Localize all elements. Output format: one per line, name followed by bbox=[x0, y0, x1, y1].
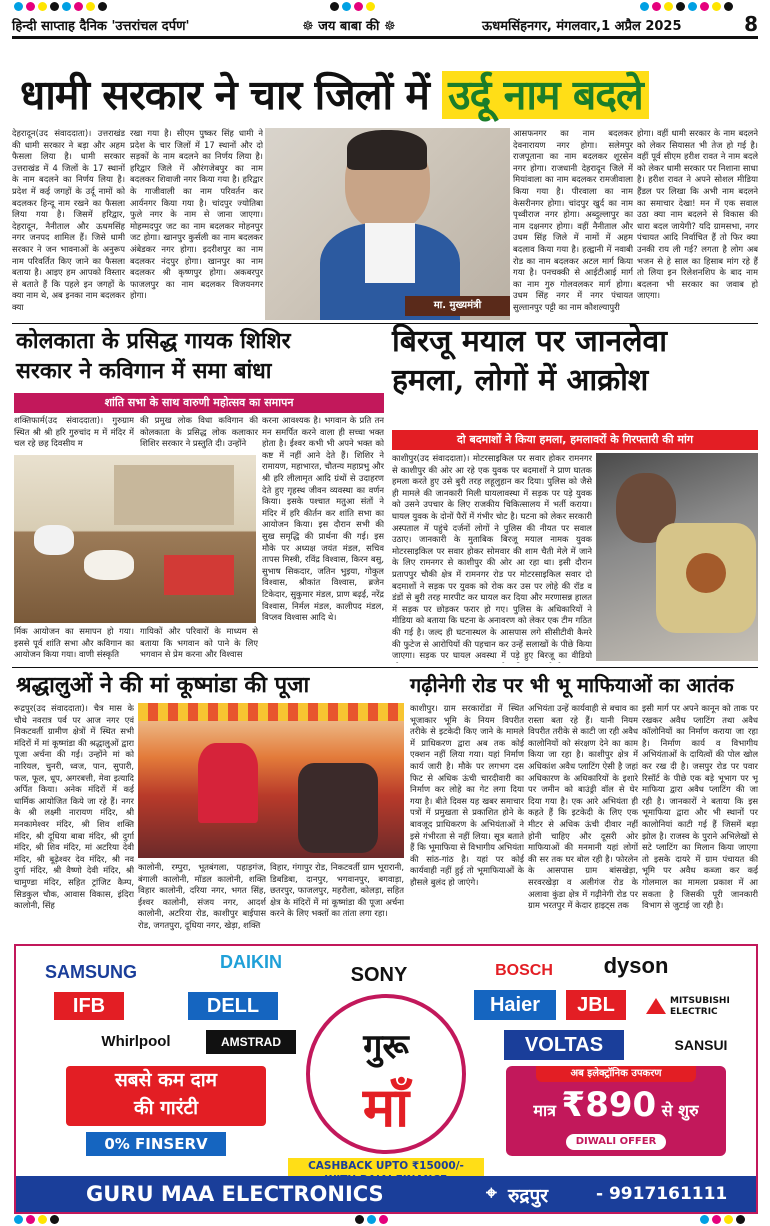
devotee-shape bbox=[84, 550, 134, 580]
amstrad-logo: AMSTRAD bbox=[206, 1030, 296, 1054]
dell-logo: DELL bbox=[188, 992, 278, 1020]
voltas-logo: VOLTAS bbox=[504, 1030, 624, 1060]
store-city: रुद्रपुर bbox=[508, 1185, 549, 1207]
story3-subheading: दो बदमाशों ने किया हमला, हमलावरों के गिरफ्तारी की मांग bbox=[392, 430, 758, 450]
divider bbox=[12, 667, 758, 668]
temple-wall bbox=[114, 465, 234, 525]
store-name: GURU MAA ELECTRONICS bbox=[86, 1182, 384, 1206]
idol-shape bbox=[198, 743, 258, 823]
story5-headline: गढ़ीनेगी रोड पर भी भू माफियाओं का आतंक bbox=[410, 673, 734, 697]
story2-subheading: शांति सभा के साथ वारुणी महोत्सव का समापन bbox=[14, 393, 384, 413]
registration-dots-bottom-right bbox=[700, 1215, 745, 1224]
ifb-logo: IFB bbox=[54, 992, 124, 1020]
lowest-price-badge: सबसे कम दाम की गारंटी bbox=[66, 1066, 266, 1126]
story4-column-3: विहार, गंगापुर रोड, निकटवर्ती ग्राम भूरारानी, डिबडिबा, दानपुर, भगवानपुर, बगवाड़ा, छतरपुर, फाजलपुर, महरौला, कोलड़ा, सहित क्षेत्र के मंदिरों में मां कूष्मांडा की पूजा अर्चना करने के लिए भक्तों का तांता लगा रहा। bbox=[270, 862, 404, 919]
daikin-logo: DAIKIN bbox=[220, 952, 282, 972]
shirt-shape bbox=[365, 223, 415, 283]
price-offer-box: अब इलेक्ट्रॉनिक उपकरण मात्र ₹890 से शुरु DIWALI OFFER bbox=[506, 1066, 726, 1156]
story5-column-1: काशीपुर। ग्राम सरकारोंडा में स्थित भूजाकार भूमि के नियम विपरीत तरीके से इटकेदी किए जाने के मामले में प्राधिकरण द्वारा अब तक कोई एक्शन नहीं लिया गया। यहां निर्माण कार्य जारी है। मौके पर लगभग दस फिट से अधिक ऊंची चारदीवारी का निर्माण कर लोहे का गेट लगा दिया गया है। बीते दिवस यह खबर समाचार पत्रों में प्रमुखता से प्रकाशित होने के बावजूद प्राधिकरण के अभियंताओं ने इसे गंभीरता से नहीं लिया। सूत्र बताते हैं कि भूमाफिया से विभागीय अभियंता की सांठ-गांठ है। यहां पर कोई कार्यवाही नहीं हुई तो भूमाफियाओं के हौसले बुलंद हो जाएंगे। bbox=[410, 703, 524, 887]
mitsubishi-diamonds-icon bbox=[646, 998, 666, 1014]
registration-dots-bottom-left bbox=[14, 1215, 59, 1224]
mitsubishi-text: MITSUBISHI ELECTRIC bbox=[670, 996, 730, 1017]
location-pin-icon: ⌖ bbox=[486, 1182, 497, 1204]
story4-column-2: कालोनी, रम्पुरा, भूतबंगला, पहाड़गंज, बंगाली कालोनी, मॉडल कालोनी, शक्ति विहार कालोनी, दरिया नगर, भगत सिंह, ईश्वर कालोनी, संजय नगर, आदर्श कालोनी, अटरिया रोड, काशीपुर बाईपास रोड, जगतपुरा, दूधिया नगर, खेड़ा, शक्ति bbox=[138, 862, 266, 930]
jbl-logo: JBL bbox=[566, 990, 626, 1020]
page-header bbox=[12, 14, 758, 36]
mitsubishi-logo bbox=[646, 992, 746, 1024]
samsung-logo: SAMSUNG bbox=[44, 962, 137, 982]
dyson-logo: dyson bbox=[603, 953, 669, 978]
header-rule bbox=[12, 36, 758, 39]
cashback-banner: CASHBACK UPTO ₹15000/- bbox=[288, 1158, 484, 1188]
sansui-logo: SANSUI bbox=[674, 1037, 728, 1053]
story2-headline-1: कोलकाता के प्रसिद्ध गायक शिशिर bbox=[16, 328, 291, 354]
story1-column-3: आसफनगर का नाम बदलकर देवनारायण नगर होगा। सलेमपुर राजपूताना का नाम बदलकर शूरसेन नगर होगा। राजधानी देहरादून जिले में मियांवाला का नाम बदलकर रामजीवाला किया गया है। पीरवाला का नाम केसरीनगर होगा। चांदपुर खुर्द का नाम पृथ्वीराज नगर होगा। अब्दुल्लापुर का नाम दक्षनगर होगा। वहीं नैनीताल और उधम सिंह जिले में नामों में अहम बदलाव किया गया है। हल्द्वानी में नवाबी रोड का नाम बदलकर अटल मार्ग किया गया है। पनचक्की से आईटीआई मार्ग का नाम गुरु गोलवलकर मार्ग होगा। उधम सिंह नगर में नगर पंचायत सुल्तानपुर पट्टी का नाम कौशल्यापुरी bbox=[513, 128, 633, 312]
story3-headline-1: बिरजू मयाल पर जानलेवा bbox=[392, 324, 667, 359]
devotee-shape bbox=[34, 525, 74, 555]
header-slogan: ☸ जय बाबा की ☸ bbox=[302, 19, 396, 34]
diwali-offer-tag: DIWALI OFFER bbox=[566, 1134, 666, 1150]
story2-headline-2: सरकार ने कविगान में समा बांधा bbox=[16, 358, 272, 384]
story2-column-2: की प्रमुख लोक विधा कविगान की कोलकाता के प्रसिद्ध लोक कलाकार शिशिर सरकार ने प्रस्तुति दी। उन्होंने bbox=[140, 415, 258, 449]
haier-logo: Haier bbox=[474, 990, 556, 1020]
store-phone: - 9917161111 bbox=[596, 1184, 728, 1204]
story5-column-2: अभियंता उन्हें कार्यवाही से बचाव का रास्ता बता रहे हैं। यानी नियम विपरीत तरीके से काटी जा रही अवैध कालोनियों को संरक्षण देने का काम किया जा रहा है। काशीपुर क्षेत्र में अधिकांश अवैध प्लाटिंग ऐसी है जहां अधिकारण के अधिकारियों के इशारे पर जमीन को बाउंड्री वॉल से घेर दिया गया है। एक आरे अभियंता ही कहते हैं कि इटकेदी के लिए एक मीटर से अधिक ऊंची दीवार नहीं होनी चाहिए और दूसरी ओर माफियाओं की मनमानी यहां लोगों की सर तक घर बोल रही है। फोरलेन के आसपास ग्राम बांसखेड़ा, सरवरखेड़ा व अलीगंज रोड के अलावा कुंडा क्षेत्र में गढ़ीनेगी रोड पर ग्राम भरतपुर में केदार हाइट्स तक bbox=[528, 703, 638, 911]
whirlpool-logo: Whirlpool bbox=[101, 1033, 171, 1050]
story1-column-4: होगा। वहीं धामी सरकार के नाम बदलने को लेकर सियासत भी तेज हो गई है। वहीं पूर्व सीएम हरीश रावत ने नाम बदले को लेकर धामी सरकार पर निशाना साधा है। हरीश रावत ने अपने सोशल मीडिया हैंडल पर लिखा कि अभी नाम बदलने का समाचार देखा! मन में एक सवाल उठा क्या नाम बदलने से विकास की धारा बदल जायेगी? यदि ग्रामसभा, नगर पंचायत आदि निर्वाचित हैं तो फिर क्या उनकी राय ली गई? लगता है लोग अब भजन से हे साल का हिसाब मांग रहे हैं तो लिया इन रिलेशनशिप के बाद नाम बदलना भी सरकार का जवाब हो जाएगा। bbox=[637, 128, 758, 301]
story2-column-3: करना आवश्यक है। भगवान के प्रति तन मन समर्पित करने वाला ही सच्चा भक्त होता है। ईश्वर कभी भी अपने भक्त को कष्ट में नहीं आने देते हैं। शिशिर ने रामायण, महाभारत, चौतन्य महाप्रभु और श्री हरि लीलामृत आदि ग्रंथों से उदाहरण देते हुए गृहस्थ जीवन व्यवस्था का वर्णन किया। इसके पश्चात मतुआ संतों ने मंदिर में हरि कीर्तन कर शांति सभा का आयोजन किया। इस दौरान सभी की सुख समृद्धि की प्रार्थना की गई। इस मौके पर अध्यक्ष जयंत मंडल, सचिव तापस मिस्त्री, रविंद्र विश्वास, किरन बसु, सुभाष सिकदार, जतिन भुइया, गोकुल विश्वास, श्रीकांत विश्वास, ब्रजेन टिकेदार, सुकुमार मंडल, प्राण बढ़ई, नरेंद्र विश्वास, निर्मल मंडल, कालीपद मंडल, विप्लव विश्वास आदि थे। bbox=[262, 415, 384, 623]
price-value: ₹890 bbox=[561, 1085, 657, 1125]
story5-column-3: इसी मार्ग पर अपने कानून को ताक पर रखकर अवैध प्लाटिंग तथा अवैध कॉलोनियों का निर्माण कराया जा रहा है। निर्माण कार्य व विभागीय अभियंताओं के दायित्वों की पोल खोल कर रख दी है। जसपुर रोड पर पवार रिसॉर्ट के पीछे एक बड़े भूभाग पर भू माफिया द्वारा अवैध प्लाटिंग की जा रही है। जानकारों ने बताया कि इस भूमाफिया द्वारा और भी स्थानों पर कालोनियां काटी गई हैं जिसमें बड़ा झोल है। राजस्व के पुराने अभिलेखों से सटे प्लाटिंग का मिलान किया जाएगा तो इसके दायरे में ग्राम पंचायत की भूमि पर अवैध कब्जा कर कई गोलमाल का मामला प्रकाश में आ सकता है जिसकी पूरी जानकारी विभाग से जुटाई जा रही है। bbox=[642, 703, 758, 911]
registration-dots-left bbox=[14, 2, 107, 11]
electronics-advertisement bbox=[14, 944, 758, 1214]
story2-column-2b: गायिकों और परिवारों के माध्यम से बताया कि भगवान को पाने के लिए भगवान से प्रेम करना और विश्वास bbox=[140, 626, 258, 660]
sony-logo: SONY bbox=[350, 964, 408, 986]
cloth-shape bbox=[164, 555, 234, 595]
bajaj-finserv-badge: 0% FINSERV bbox=[86, 1132, 226, 1156]
devotees-shape bbox=[298, 763, 378, 853]
garland-shape bbox=[138, 703, 404, 721]
store-banner bbox=[16, 1176, 758, 1214]
registration-dots-bottom-center bbox=[355, 1215, 388, 1224]
victim-photo bbox=[596, 453, 758, 661]
temple-photo bbox=[138, 703, 404, 858]
story4-column-1: रूद्रपुर(उद संवाददाता)। चैत्र मास के चौथे नवरात्र पर्व पर आज नगर एवं निकटवर्ती ग्रामीण क्षेत्रों में स्थित सभी मंदिरों में मां कूष्मांडा की श्रद्धालुओं द्वारा पूजा अर्चना की गई। उन्होंने मां को नारियल, चुनरी, ध्वज, पान, सुपारी, फल, फूल, धूप, अगरबत्ती, मेवा इत्यादि अर्पित किया। अनेक मंदिरों में कई धार्मिक आयोजित किये जा रहे हैं। नगर के श्री लक्ष्मी नारायण मंदिर, श्री मनकामेश्वर मंदिर, श्री शिव शक्ति मंदिर, श्री दूधिया बाबा मंदिर, श्री दुर्गा मंदिर, श्री शिव मंदिर, मां अटरिया देवी मंदिर, श्री बूढ़ेश्वर देव मंदिर, श्री नव दुर्गा मंदिर, श्री वैष्णो देवी मंदिर, श्री चामुण्डा मंदिर, सहित ट्रांजिट कैम्प, सिडकुल चौक, आवास विकास, इंदिरा कालोनी, सिंह bbox=[14, 703, 134, 911]
story1-column-1: देहरादून(उद संवाददाता)। उत्तराखंड की धामी सरकार ने बड़ा और अहम फैसला लिया है। धामी सरकार उत्तराखंड में 4 जिलों के 17 स्थानों के नाम बदलने का निर्णय लिया है। प्रदेश में कई जगहों के उर्दू नामों को बदलकर हिन्दू नाम रखने का फैसला लिया गया है। जिसमें हरिद्वार, देहरादून, नैनीताल और ऊधमसिंह नगर जनपद शामिल हैं। जिसे धामी सरकार ने जन भावनाओं के अनुरूप नाम परिवर्तित किए जाने का फैसला बताया है। आइए हम आपको विस्तार से बताते हैं कि पहले इन जगहों के क्या नाम थे, अब इनका नाम बदलकर क्या bbox=[12, 128, 125, 312]
guru-maa-emblem bbox=[306, 994, 466, 1154]
story3-column: काशीपुर(उद संवाददाता)। मोटरसाइकिल पर सवार होकर रामनगर से काशीपुर की ओर आ रहे एक युवक पर बदमाशों ने प्राण घातक हमला करते हुए उसे बुरी तरह लहूलुहान कर दिया। पुलिस को जैसे ही मामले की जानकारी मिली घायलावस्था में सड़क पर पड़े युवक को उसने उपचार के लिए राजकीय चिकित्सालय में भर्ती कराया। घायल युवक के दोनों पैरों में गंभीर चोट है। घटना को लेकर सरकारी अस्पताल में पहुंचे दर्जनों लोगों ने पुलिस की नीयत पर सवाल उठाए। जानकारी के मुताबिक बिरजू मयाल नामक युवक मोटरसाइकिल पर सवार होकर सोमवार की शाम चैती मेले में जाने के लिए रामनगर से काशीपुर की ओर आ रहा था। इसी दौरान प्रतापपुर चौकी क्षेत्र में रामनगर रोड पर मोटरसाइकिल सवार दो बदमाशों ने सड़क पर युवक को रोक कर उस पर लोहे की रॉड व डंडों से बुरी तरह मारपीट कर घायल कर दिया और मरणासन्न हालत में सड़क पर छोड़कर फरार हो गए। पुलिस के अधिकारियों ने मीडिया को बताया कि घटना के अनावरण को लेकर एक टीम गठित की गई है। जल्द ही घटनास्थल के आसपास लगे सीसीटीवी कैमरे की फुटेज से आरोपियों की पहचान कर उन्हें सलाखों के पीछे किया जाएगा। सड़क पर घायल अवस्था में पड़े हुए बिरजू का वीडियो bbox=[392, 453, 592, 661]
story3-headline-2: हमला, लोगों में आक्रोश bbox=[392, 363, 649, 398]
chief-minister-photo bbox=[265, 128, 510, 320]
maa-text: माँ bbox=[362, 1075, 410, 1139]
newspaper-name: हिन्दी साप्ताह दैनिक 'उत्तरांचल दर्पण' bbox=[12, 19, 190, 34]
hair-shape bbox=[347, 130, 427, 170]
header-date: ऊधमसिंहनगर, मंगलवार,1 अप्रैल 2025 bbox=[482, 19, 682, 34]
event-photo bbox=[14, 455, 256, 623]
story1-headline: धामी सरकार ने चार जिलों में उर्दू नाम बदले bbox=[20, 70, 649, 120]
print-shape bbox=[686, 553, 726, 593]
story2-column-1b: र्मिक आयोजन का समापन हो गया। इससे पूर्व शांति सभा और कविगान का आयोजन किया गया। वाणी संस्कृति bbox=[14, 626, 134, 660]
guru-text: गुरू bbox=[363, 1027, 409, 1067]
bosch-logo: BOSCH bbox=[495, 962, 553, 979]
story2-column-1: शक्तिफार्म(उद संवाददाता)। गुरुग्राम स्थित श्री श्री हरि गुरुचांद म में मंदिर में चल रहे छह दिवसीय म bbox=[14, 415, 134, 449]
photo-caption: मा. मुख्यमंत्री bbox=[405, 296, 510, 316]
page-number: 8 bbox=[744, 12, 758, 36]
registration-dots-center bbox=[330, 2, 375, 11]
story4-headline: श्रद्धालुओं ने की मां कूष्मांडा की पूजा bbox=[16, 672, 310, 698]
registration-dots-right bbox=[640, 2, 733, 11]
story1-column-2: रखा गया है। सीएम पुष्कर सिंह धामी ने प्रदेश के चार जिलों में 17 स्थानों और दो सड़कों के नाम बदलने का निर्णय लिया है। हरिद्वार जिले में औरंगजेबपुर का नाम बदलकर शिवाजी नगर किया गया है। हरिद्वार के गाजीवाली का नाम परिवर्तन कर आर्यनगर किया गया है। चांदपुर ज्योतिबा फुले नगर के नाम से जाना जाएगा। मोहम्मदपुर जट का नाम बदलकर मोहनपुर जट होगा। खानपुर कुर्सली का नाम बदलकर अंबेडकर नगर होगा। इदरीशपुर का नाम बदलकर नंदपुर होगा। खानपुर का नाम बदलकर श्री कृष्णपुर होगा। अकबरपुर फाजलपुर का नाम बदलकर विजयनगर होगा। bbox=[130, 128, 263, 301]
